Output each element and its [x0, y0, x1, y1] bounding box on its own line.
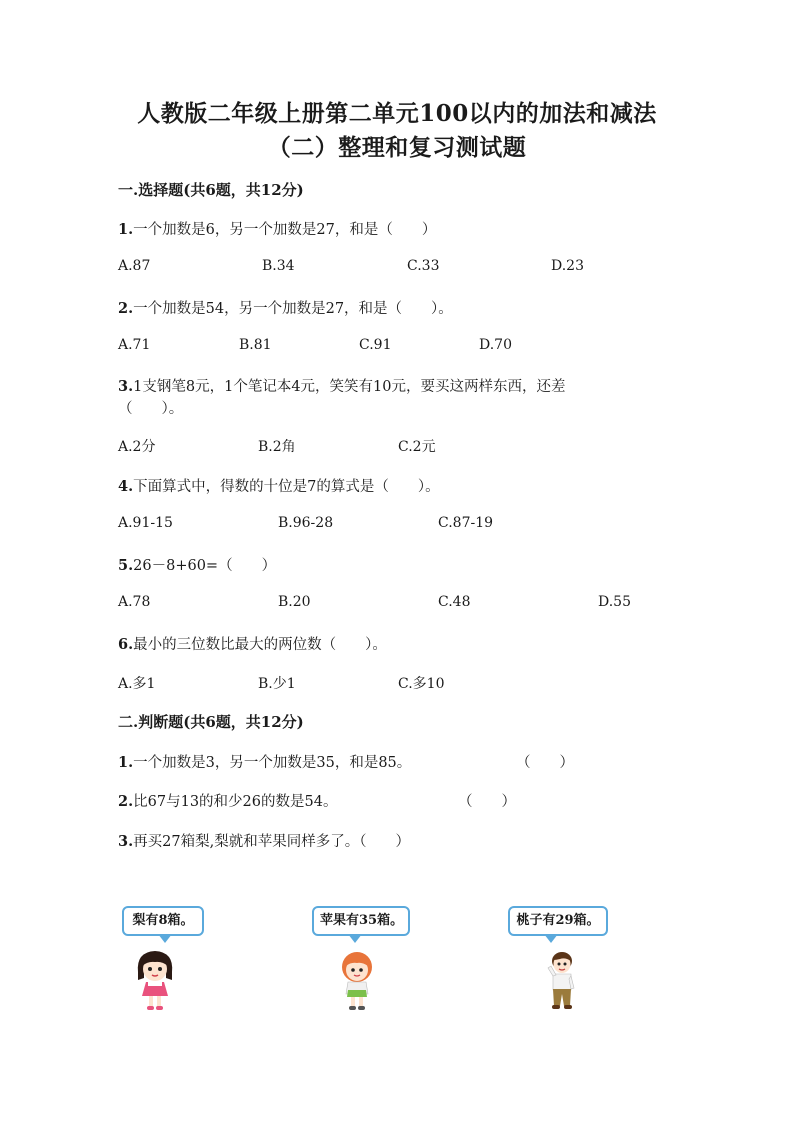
question-number: 3. [118, 833, 134, 850]
option-c: C.87-19 [438, 515, 494, 531]
question-3 [118, 375, 566, 396]
question-text: 一个加数是6，另一个加数是27，和是（ ） [133, 222, 437, 238]
question-number: 4. [118, 478, 134, 495]
question-number: 5. [118, 557, 134, 574]
option-c: C.多10 [398, 676, 445, 692]
option-b: B.2角 [258, 439, 296, 455]
option-c: C.91 [359, 337, 392, 353]
question-text: 一个加数是3，另一个加数是35，和是85。 [133, 755, 412, 771]
question-text: 下面算式中，得数的十位是7的算式是（ ）。 [133, 479, 440, 495]
judgement-3 [118, 830, 410, 851]
page-subtitle: （二）整理和复习测试题 [267, 134, 527, 161]
question-3-continued: （ ）。 [118, 401, 184, 417]
question-number: 1. [118, 754, 134, 771]
option-b: B.81 [239, 337, 272, 353]
option-a: A.78 [118, 594, 151, 610]
question-text: 一个加数是54，另一个加数是27，和是（ ）。 [133, 301, 453, 317]
option-d: D.55 [598, 594, 631, 610]
question-text: 最小的三位数比最大的两位数（ ）。 [133, 637, 387, 653]
question-1 [118, 218, 436, 239]
option-b: B.96-28 [278, 515, 334, 531]
option-c: C.33 [407, 258, 440, 274]
question-text: 再买27箱梨,梨就和苹果同样多了。（ ） [133, 834, 410, 850]
option-b: B.20 [278, 594, 311, 610]
girl-orange-hair-figure [335, 948, 379, 1012]
question-4 [118, 475, 440, 496]
answer-blank: （ ） [458, 794, 516, 810]
question-number: 3. [118, 378, 134, 395]
option-a: A.2分 [118, 439, 156, 455]
question-5 [118, 554, 276, 575]
section-heading-choice: 一.选择题(共6题，共12分) [118, 181, 304, 199]
question-2 [118, 297, 453, 318]
section-heading-judgement: 二.判断题(共6题，共12分) [118, 713, 304, 731]
question-number: 1. [118, 221, 134, 238]
girl-black-hair-figure [132, 948, 178, 1012]
question-number: 2. [118, 300, 134, 317]
question-text: 1支钢笔8元，1个笔记本4元，笑笑有10元，要买这两样东西，还差 [133, 379, 566, 395]
option-a: A.多1 [118, 676, 156, 692]
boy-figure [540, 948, 584, 1012]
judgement-2 [118, 790, 337, 811]
question-text: 26－8+60=（ ） [133, 558, 277, 574]
question-number: 6. [118, 636, 134, 653]
option-c: C.2元 [398, 439, 436, 455]
option-d: D.70 [479, 337, 512, 353]
page-title: 人教版二年级上册第二单元100以内的加法和减法 [137, 100, 657, 127]
option-b: B.少1 [258, 676, 296, 692]
option-c: C.48 [438, 594, 471, 610]
question-number: 2. [118, 793, 134, 810]
judgement-1 [118, 751, 411, 772]
option-a: A.91-15 [118, 515, 173, 531]
speech-bubble-apple: 苹果有35箱。 [312, 906, 410, 936]
option-d: D.23 [551, 258, 584, 274]
speech-bubble-pear: 梨有8箱。 [122, 906, 204, 936]
question-text: 比67与13的和少26的数是54。 [133, 794, 338, 810]
option-b: B.34 [262, 258, 295, 274]
question-6 [118, 633, 387, 654]
option-a: A.71 [118, 337, 151, 353]
answer-blank: （ ） [516, 755, 574, 771]
speech-bubble-peach: 桃子有29箱。 [508, 906, 608, 936]
option-a: A.87 [118, 258, 151, 274]
